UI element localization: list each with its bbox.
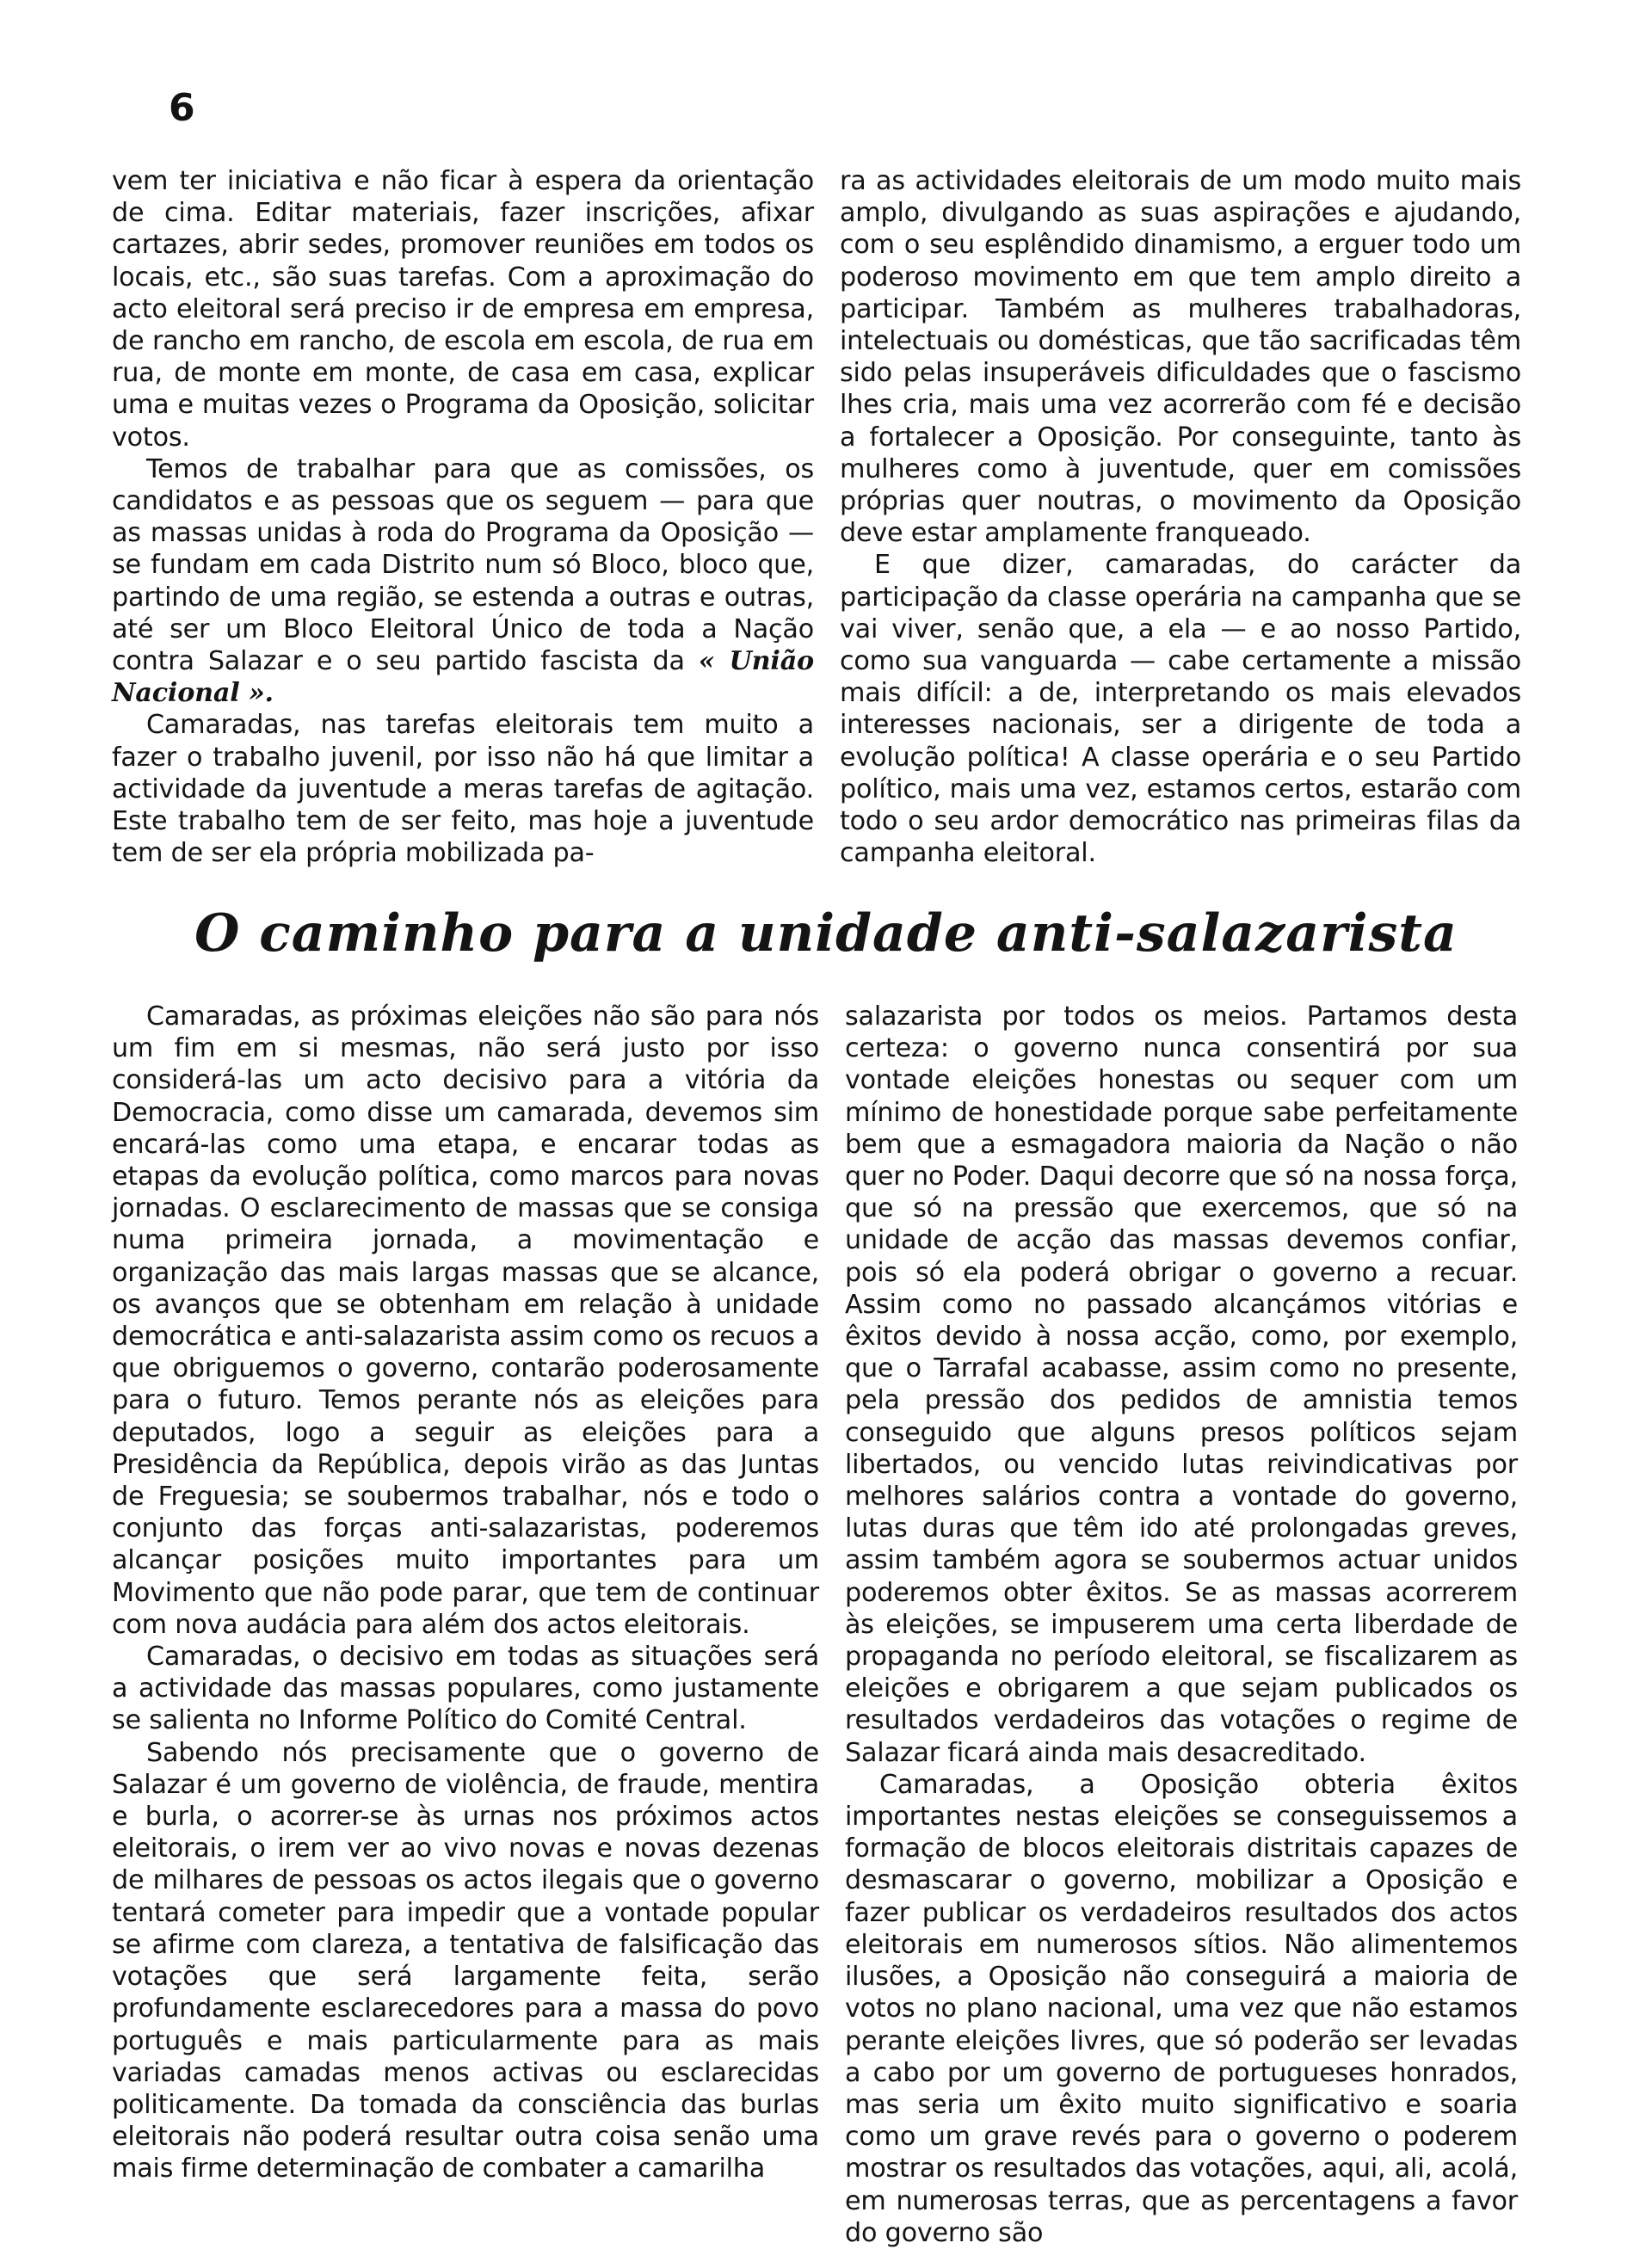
paragraph: Camaradas, nas tarefas eleitorais tem muito a fazer o trabalho juvenil, por isso não há que limitar a actividade da juventude a meras tarefas de agitação. Este trabalho tem de ser feito, mas hoje a juventude tem de ser ela própria mobilizada pa-	[112, 710, 814, 869]
top-left-column	[112, 165, 814, 869]
paragraph	[112, 453, 814, 710]
bottom-right-column	[845, 1001, 1518, 2249]
article-headline: O caminho para a unidade anti-salazarista	[194, 903, 1458, 964]
paragraph: E que dizer, camaradas, do carácter da participação da classe operária na campanha que se vai viver, senão que, a ela — e ao nosso Partido, como sua vanguarda — cabe certamente a missão mais difícil: a de, interpretando os mais elevados interesses nacionais, ser a dirigente de toda a evolução política! A classe operária e o seu Partido político, mais uma vez, estamos certos, estarão com todo o seu ardor democrático nas primeiras filas da campanha eleitoral.	[840, 550, 1521, 869]
paragraph: Camaradas, as próximas eleições não são para nós um fim em si mesmas, não será justo por isso considerá-las um acto decisivo para a vitória da Democracia, como disse um camarada, devemos sim encará-las como uma etapa, e encarar todas as etapas da evolução política, como marcos para novas jornadas. O esclarecimento de massas que se consiga numa primeira jornada, a movimentação e organização das mais largas massas que se alcance, os avanços que se obtenham em relação à unidade democrática e anti-salazarista assim como os recuos a que obriguemos o governo, contarão poderosamente para o futuro. Temos perante nós as eleições para deputados, logo a seguir as eleições para a Presidência da República, depois virão as das Juntas de Freguesia; se soubermos trabalhar, nós e todo o conjunto das forças anti-salazaristas, poderemos alcançar posições muito importantes para um Movimento que não pode parar, que tem de continuar com nova audácia para além dos actos eleitorais.	[112, 1001, 819, 1640]
paragraph: Camaradas, a Oposição obteria êxitos importantes nestas eleições se conseguissemos a formação de blocos eleitorais distritais capazes de desmascarar o governo, mobilizar a Oposição e fazer publicar os verdadeiros resultados dos actos eleitorais em numerosos sítios. Não alimentemos ilusões, a Oposição não conseguirá a maioria de votos no plano nacional, uma vez que não estamos perante eleições livres, que só poderão ser levadas a cabo por um governo de portugueses honrados, mas seria um êxito muito significativo e soaria como um grave revés para o governo o poderem mostrar os resultados das votações, aqui, ali, acolá, em numerosas terras, que as percentagens a favor do governo são	[845, 1769, 1518, 2248]
party-name: « União Nacional ».	[112, 646, 814, 709]
paragraph: Sabendo nós precisamente que o governo de Salazar é um governo de violência, de fraude, mentira e burla, o acorrer-se às urnas nos próximos actos eleitorais, o irem ver ao vivo novas e novas dezenas de milhares de pessoas os actos ilegais que o governo tentará cometer para impedir que a vontade popular se afirme com clareza, a tentativa de falsificação das votações que será largamente feita, serão profundamente esclarecedores para a massa do povo português e mais particularmente para as mais variadas camadas menos activas ou esclarecidas politicamente. Da tomada da consciência das burlas eleitorais não poderá resultar outra coisa senão uma mais firme determinação de combater a camarilha	[112, 1737, 819, 2184]
page-number: 6	[169, 86, 195, 130]
paragraph: ra as actividades eleitorais de um modo muito mais amplo, divulgando as suas aspirações e ajudando, com o seu esplêndido dinamismo, a erguer todo um poderoso movimento em que tem amplo direito a participar. Também as mulheres trabalhadoras, intelectuais ou domésticas, que tão sacrificadas têm sido pelas insuperáveis dificuldades que o fascismo lhes cria, mais uma vez acorrerão com fé e decisão a fortalecer a Oposição. Por conseguinte, tanto às mulheres como à juventude, quer em comissões próprias quer noutras, o movimento da Oposição deve estar amplamente franqueado.	[840, 166, 1521, 549]
top-right-column	[840, 165, 1521, 869]
bottom-left-column	[112, 1001, 819, 2185]
paragraph: Camaradas, o decisivo em todas as situações será a actividade das massas populares, como justamente se salienta no Informe Político do Comité Central.	[112, 1642, 819, 1736]
paragraph: salazarista por todos os meios. Partamos desta certeza: o governo nunca consentirá por sua vontade eleições honestas ou sequer com um mínimo de honestidade porque sabe perfeitamente bem que a esmagadora maioria da Nação o não quer no Poder. Daqui decorre que só na nossa força, que só na pressão que exercemos, que só na unidade de acção das massas devemos confiar, pois só ela poderá obrigar o governo a recuar. Assim como no passado alcançámos vitórias e êxitos devido à nossa acção, como, por exemplo, que o Tarrafal acabasse, assim como no presente, pela pressão dos pedidos de amnistia temos conseguido que alguns presos políticos sejam libertados, ou vencido lutas reivindicativas por melhores salários contra a vontade do governo, lutas duras que têm ido até prolongadas greves, assim também agora se soubermos actuar unidos poderemos obter êxitos. Se as massas acorrerem às eleições, se impuserem uma certa liberdade de propaganda no período eleitoral, se fiscalizarem as eleições e obrigarem a que sejam publicados os resultados verdadeiros das votações o regime de Salazar ficará ainda mais desacreditado.	[845, 1001, 1518, 1768]
paragraph: vem ter iniciativa e não ficar à espera da orientação de cima. Editar materiais, fazer inscrições, afixar cartazes, abrir sedes, promover reuniões em todos os locais, etc., são suas tarefas. Com a aproximação do acto eleitoral será preciso ir de empresa em empresa, de rancho em rancho, de escola em escola, de rua em rua, de monte em monte, de casa em casa, explicar uma e muitas vezes o Programa da Oposição, solicitar votos.	[112, 166, 814, 453]
paragraph-text: Temos de trabalhar para que as comissões, os candidatos e as pessoas que os seguem — para que as massas unidas à roda do Programa da Oposição — se fundam em cada Distrito num só Bloco, bloco que, partindo de uma região, se estenda a outras e outras, até ser um Bloco Eleitoral Único de toda a Nação contra Salazar e o seu partido fascista da	[112, 453, 814, 677]
